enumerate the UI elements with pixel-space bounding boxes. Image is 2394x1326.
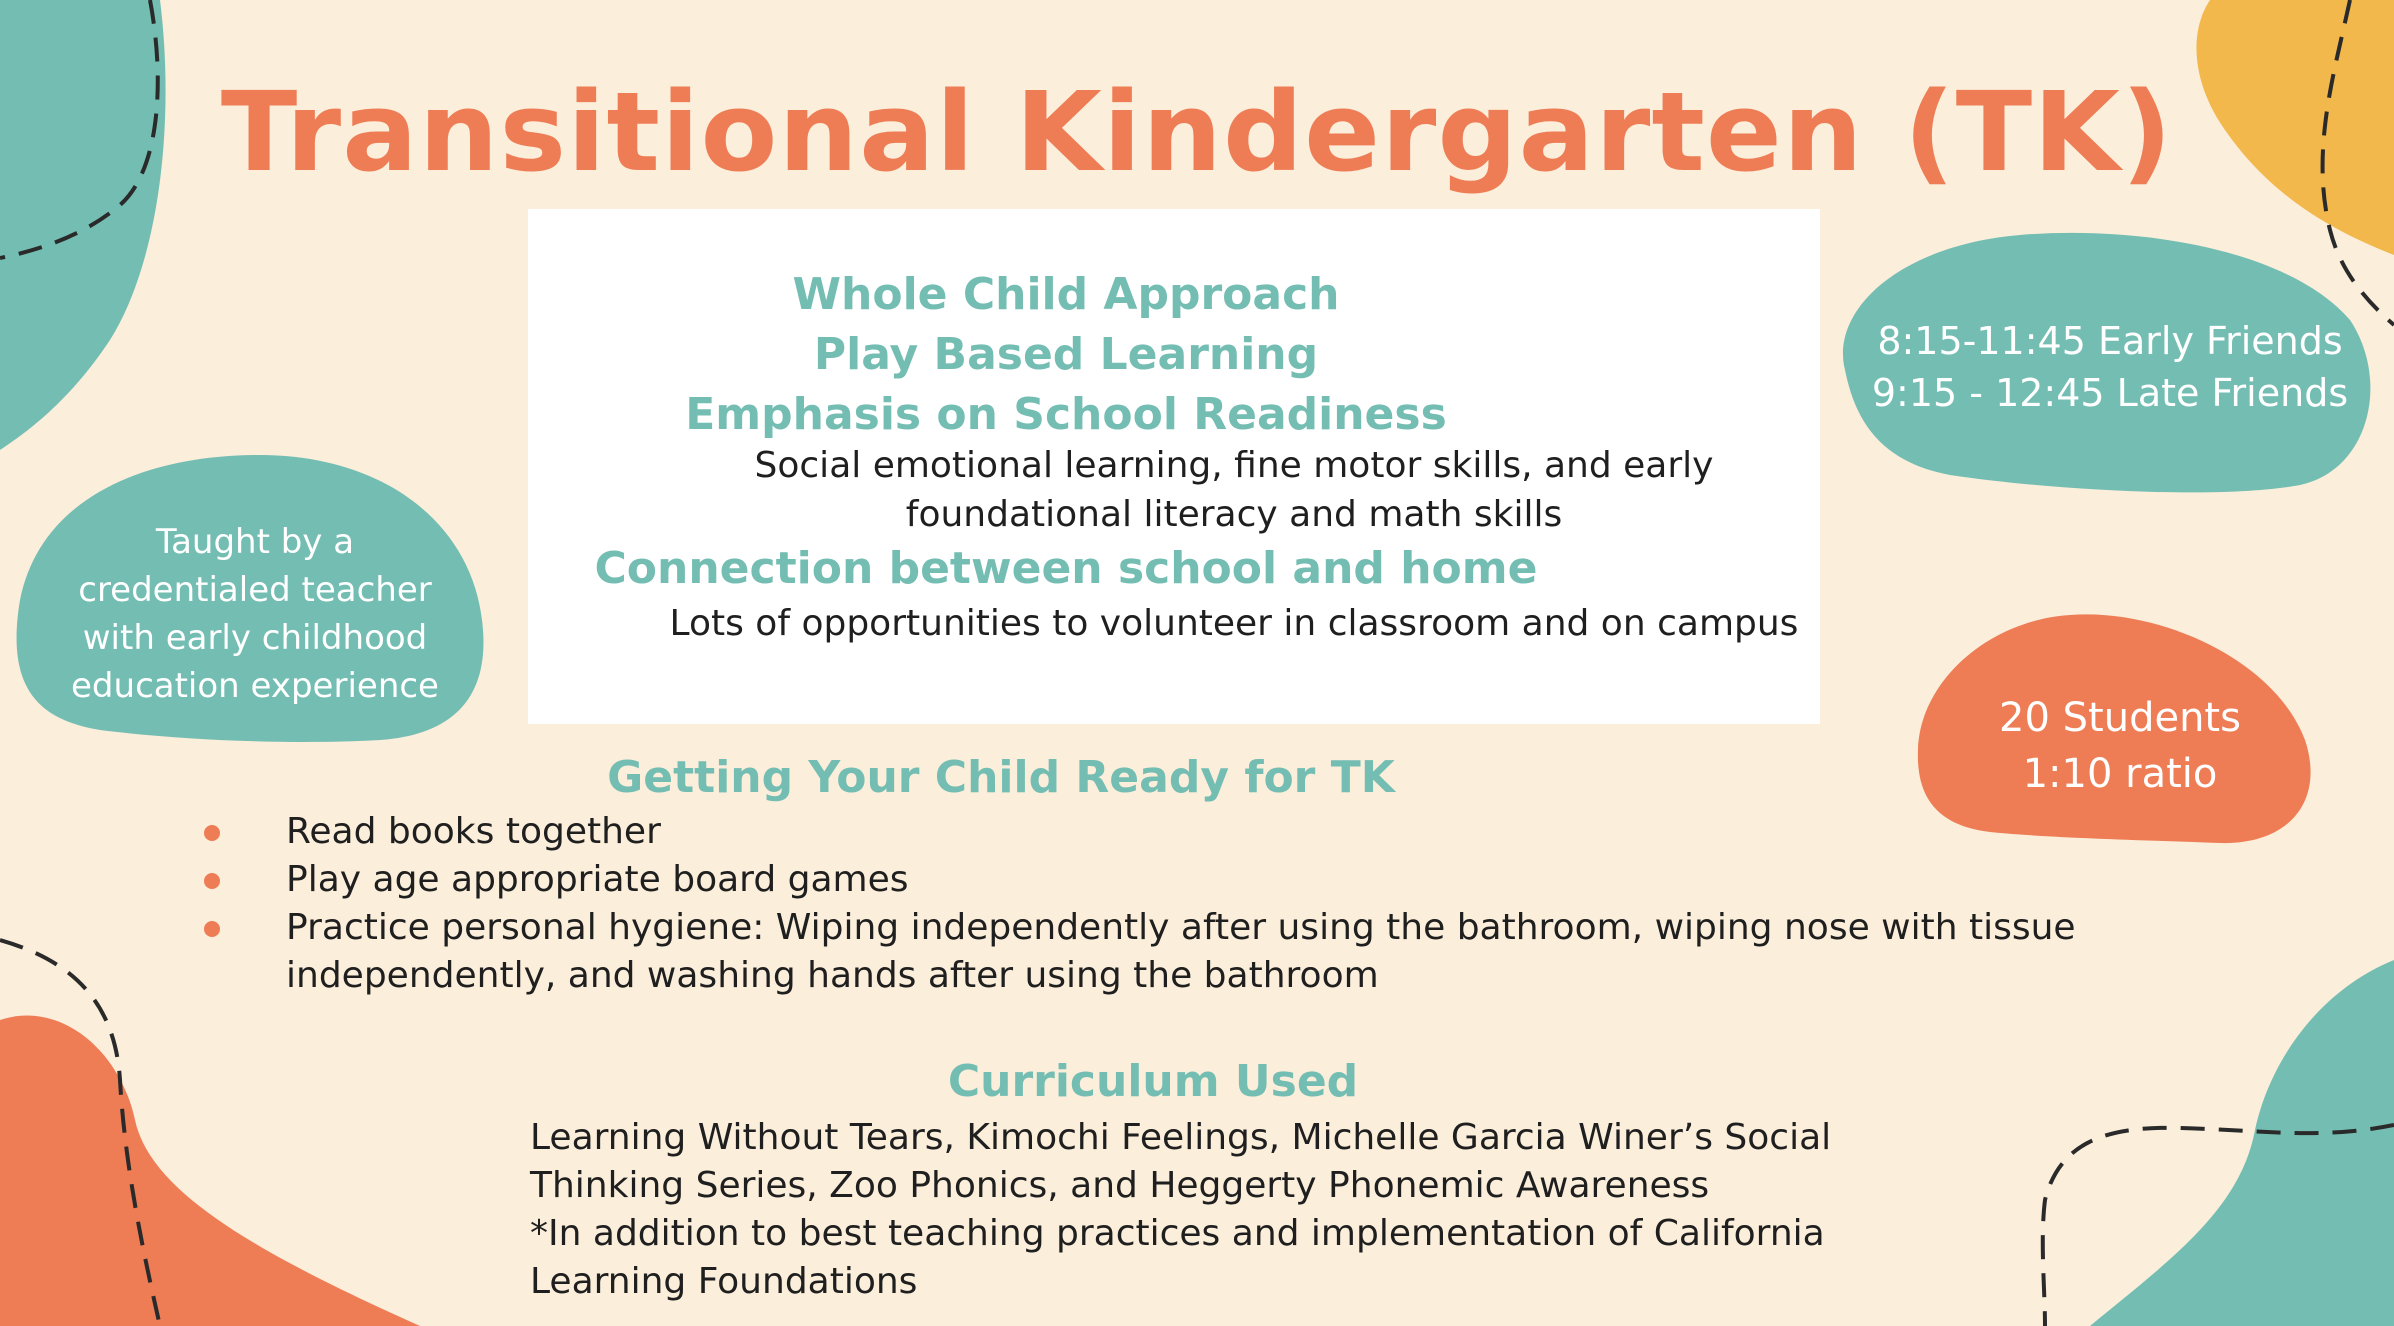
heading-school-readiness: Emphasis on School Readiness bbox=[685, 389, 1447, 440]
readiness-tips-list bbox=[200, 808, 2076, 1000]
tip-text: Practice personal hygiene: Wiping independently after using the bathroom, wiping nose with tissue bbox=[286, 907, 2076, 948]
teacher-blob-text bbox=[40, 518, 470, 710]
heading-play-based: Play Based Learning bbox=[813, 329, 1319, 380]
heading-curriculum: Curriculum Used bbox=[947, 1056, 1359, 1107]
bullet-dot bbox=[204, 825, 220, 841]
curriculum-line-2: Thinking Series, Zoo Phonics, and Heggerty Phonemic Awareness bbox=[530, 1165, 1710, 1206]
heading-getting-ready: Getting Your Child Ready for TK bbox=[607, 752, 1395, 803]
list-item-continuation bbox=[200, 952, 2076, 1000]
tip-text: Play age appropriate board games bbox=[286, 859, 909, 900]
curriculum-line-1: Learning Without Tears, Kimochi Feelings, Michelle Garcia Winer’s Social bbox=[530, 1117, 1832, 1158]
bullet-dot bbox=[204, 921, 220, 937]
student-count: 20 Students bbox=[1999, 695, 2241, 741]
heading-whole-child: Whole Child Approach bbox=[792, 269, 1340, 320]
page-title: Transitional Kindergarten (TK) bbox=[220, 69, 2174, 197]
tip-text: independently, and washing hands after using the bathroom bbox=[286, 955, 1379, 996]
bottom-right-teal-blob bbox=[2090, 960, 2394, 1326]
info-card bbox=[528, 209, 1820, 724]
bullet-dot bbox=[204, 873, 220, 889]
list-item bbox=[200, 856, 2076, 904]
teacher-line-4: education experience bbox=[71, 666, 439, 706]
connection-detail: Lots of opportunities to volunteer in classroom and on campus bbox=[669, 603, 1799, 644]
teacher-line-3: with early childhood bbox=[82, 618, 428, 658]
teacher-line-2: credentialed teacher bbox=[78, 570, 432, 610]
top-left-teal-blob bbox=[0, 0, 166, 450]
schedule-early: 8:15-11:45 Early Friends bbox=[1877, 319, 2343, 363]
teacher-line-1: Taught by a bbox=[155, 522, 355, 562]
schedule-late: 9:15 - 12:45 Late Friends bbox=[1871, 371, 2349, 415]
schedule-blob-text bbox=[1850, 315, 2370, 419]
curriculum-line-3: *In addition to best teaching practices and implementation of California bbox=[530, 1213, 1825, 1254]
list-item bbox=[200, 904, 2076, 952]
readiness-detail-line-2: foundational literacy and math skills bbox=[905, 494, 1563, 535]
readiness-detail-line-1: Social emotional learning, fine motor skills, and early bbox=[754, 445, 1714, 486]
curriculum-text bbox=[530, 1114, 1831, 1306]
heading-connection: Connection between school and home bbox=[594, 543, 1538, 594]
curriculum-line-4: Learning Foundations bbox=[530, 1261, 918, 1302]
teacher-ratio: 1:10 ratio bbox=[2022, 751, 2218, 797]
list-item bbox=[200, 808, 2076, 856]
tip-text: Read books together bbox=[286, 811, 661, 852]
